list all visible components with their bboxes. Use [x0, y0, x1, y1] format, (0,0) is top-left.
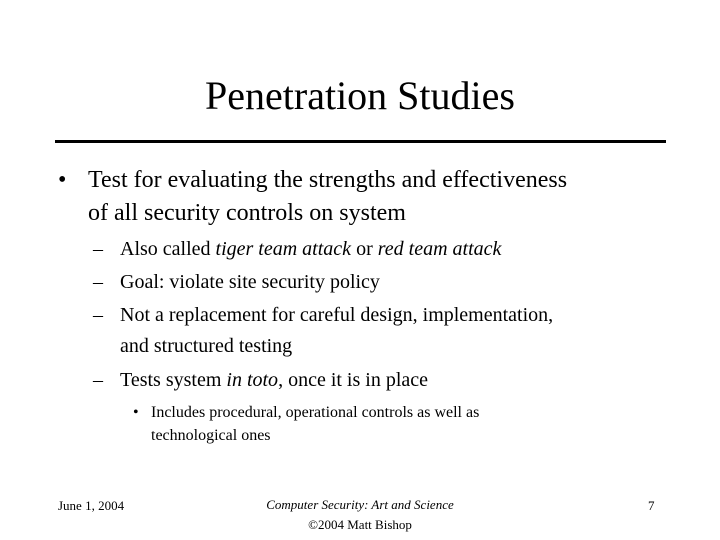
footer-copyright: ©2004 Matt Bishop [308, 517, 412, 532]
bullet-text-line-1: Test for evaluating the strengths and effectiveness [88, 167, 568, 193]
sub-bullet-1-mid: or [351, 238, 378, 260]
title-underline [55, 140, 666, 143]
slide-title: Penetration Studies [205, 73, 515, 118]
footer-credits [210, 495, 510, 535]
sub-bullet-1-pre: Also called [120, 238, 216, 260]
footer-date: June 1, 2004 [58, 498, 125, 513]
sub-bullet-1-emphasis-2: red team attack [377, 238, 502, 260]
sub-bullet-4-pre: Tests system [120, 369, 227, 391]
dash-marker: – [93, 304, 103, 326]
dash-marker: – [93, 369, 103, 391]
sub-bullet-3-line-2: and structured testing [120, 335, 293, 357]
sub-bullet-4-post: , once it is in place [278, 369, 429, 391]
footer-book-title-text: Computer Security: Art and Science [266, 497, 454, 512]
sub-sub-bullet-line-2: technological ones [151, 427, 271, 444]
sub-bullet-1-emphasis-1: tiger team attack [215, 238, 352, 260]
sub-bullet-2: Goal: violate site security policy [120, 271, 380, 293]
bullet-text-line-2: of all security controls on system [88, 200, 406, 226]
footer-book-title [210, 495, 510, 515]
sub-bullet-1 [120, 236, 501, 262]
dash-marker: – [93, 271, 103, 293]
dash-marker: – [93, 238, 103, 260]
bullet-marker: • [133, 404, 139, 421]
sub-bullet-4 [120, 367, 428, 393]
sub-bullet-3-line-1: Not a replacement for careful design, implementation, [120, 304, 554, 326]
sub-sub-bullet-line-1: Includes procedural, operational controls as well as [151, 404, 480, 421]
sub-bullet-4-emphasis: in toto [226, 369, 279, 391]
bullet-marker: • [58, 167, 67, 193]
footer-page-number: 7 [648, 498, 655, 513]
